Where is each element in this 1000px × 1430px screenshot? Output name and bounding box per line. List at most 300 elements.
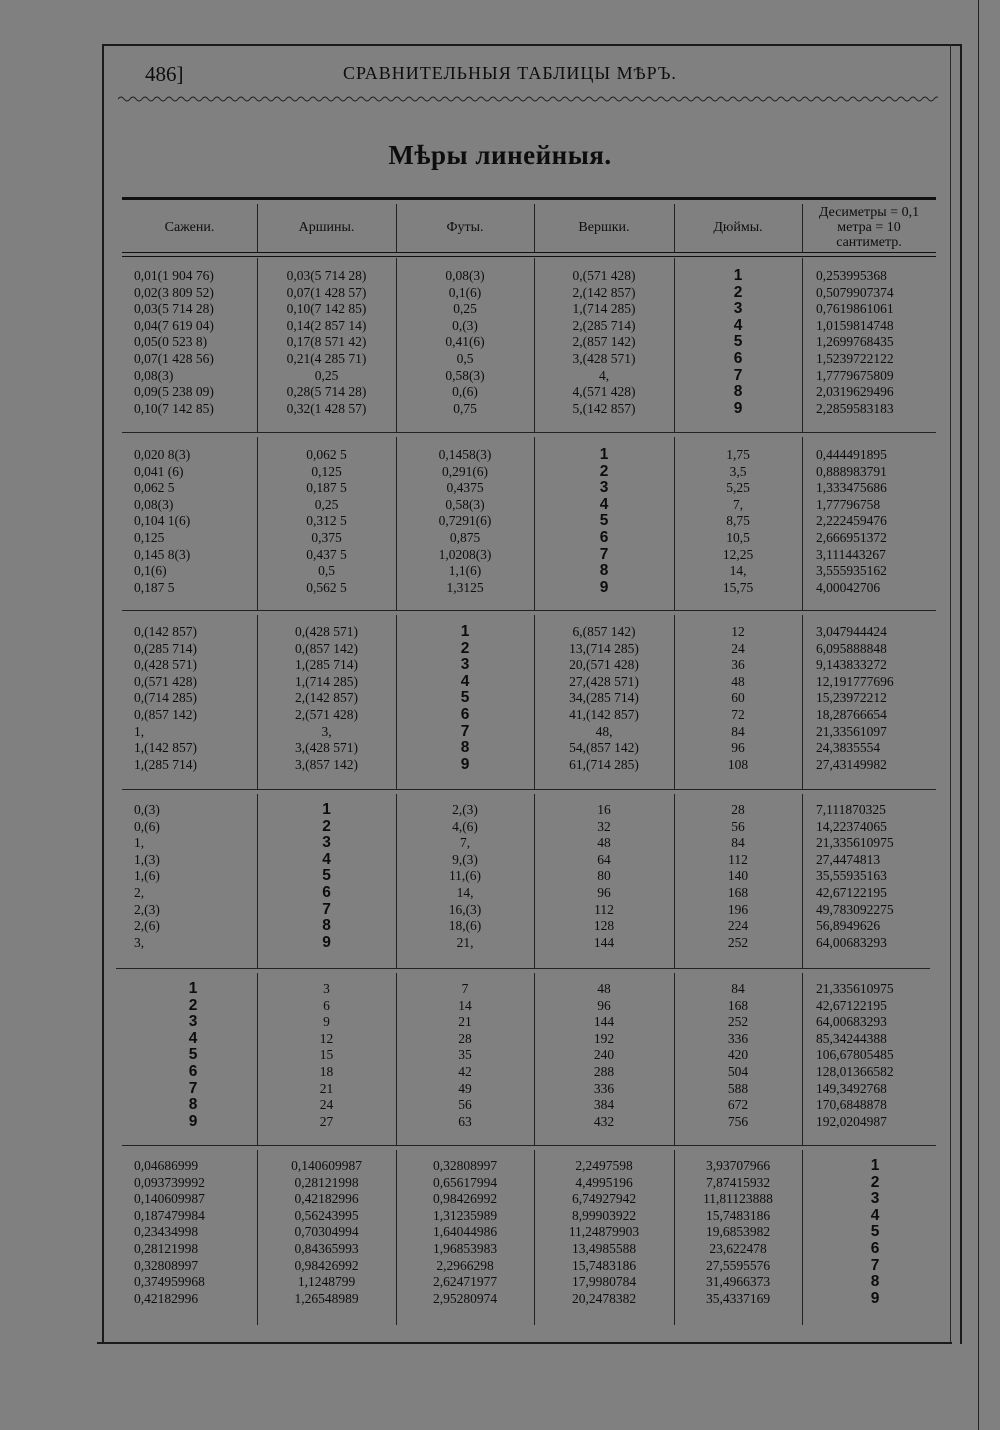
table-cell: 1,0208(3): [438, 546, 492, 562]
table-cell: 4,(6): [452, 818, 478, 834]
table-cell: 0,(142 857): [134, 624, 197, 639]
table-cell: 9,(3): [452, 851, 478, 867]
column-divider: [674, 794, 675, 968]
table-cell: 27,5595576: [705, 1257, 771, 1273]
table-cell: 3,555935162: [816, 563, 887, 579]
table-cell: 16,(3): [448, 901, 482, 917]
table-cell: 2,95280974: [432, 1290, 498, 1306]
table-cell: 6,(857 142): [572, 624, 636, 639]
table-cell: 0,020 8(3): [134, 447, 191, 462]
table-cell: 11,(6): [448, 868, 482, 884]
table-cell: 27,43149982: [816, 756, 887, 772]
table-cell: 2,(571 428): [295, 706, 358, 722]
table-cell: 0,253995368: [816, 268, 887, 283]
table-cell: 21: [319, 1080, 334, 1096]
table-cell: 0,(857 142): [295, 640, 358, 656]
table-cell: 7: [188, 1079, 198, 1097]
table-cell: 0,4375: [446, 480, 484, 496]
table-cell: 8: [733, 383, 743, 401]
block-4-column-4: [546, 802, 662, 951]
column-divider: [534, 437, 535, 610]
table-cell: 3: [599, 479, 609, 497]
table-cell: 9: [460, 755, 470, 773]
block-5-column-3: [408, 981, 522, 1130]
table-cell: 21,: [456, 934, 474, 950]
block-divider: [122, 1145, 936, 1146]
table-cell: 1,1248799: [297, 1274, 356, 1290]
table-cell: 56: [731, 818, 745, 834]
table-cell: 0,062 5: [134, 480, 175, 496]
table-cell: 0,1458(3): [438, 447, 492, 462]
table-cell: 4,4995196: [575, 1174, 633, 1190]
table-cell: 1,(285 714): [134, 756, 197, 772]
table-cell: 0,03(5 714 28): [134, 301, 214, 317]
table-cell: 0,(857 142): [134, 706, 197, 722]
table-cell: 84: [731, 835, 745, 851]
table-cell: 0,28121998: [294, 1174, 359, 1190]
table-cell: 1,96853983: [432, 1240, 498, 1256]
table-cell: 27,4474813: [816, 851, 881, 867]
table-cell: 0,56243995: [294, 1207, 359, 1223]
table-cell: 0,(571 428): [572, 268, 636, 283]
column-divider: [802, 794, 803, 968]
table-cell: 9: [870, 1289, 880, 1307]
table-cell: 4: [188, 1029, 198, 1047]
table-cell: 80: [597, 868, 611, 884]
table-cell: 72: [731, 706, 745, 722]
table-cell: 7,: [459, 835, 471, 851]
table-cell: 0,32808997: [432, 1158, 498, 1173]
table-cell: 0,062 5: [306, 447, 347, 462]
table-cell: 0,70304994: [294, 1224, 359, 1240]
table-cell: 6,095888848: [816, 640, 887, 656]
table-cell: 0,17(8 571 42): [286, 334, 367, 350]
table-cell: 13,4985588: [571, 1240, 637, 1256]
table-cell: 0,888983791: [816, 463, 887, 479]
table-cell: 8: [322, 917, 331, 935]
block-6-column-5: [686, 1158, 790, 1307]
block-6-column-4: [546, 1158, 662, 1307]
header-column-divider: [534, 204, 535, 252]
column-divider: [534, 615, 535, 789]
table-cell: 0,140609987: [291, 1158, 362, 1173]
column-divider: [802, 1150, 803, 1325]
table-cell: 64,00683293: [816, 934, 887, 950]
column-divider: [257, 615, 258, 789]
table-cell: 1,26548989: [294, 1290, 359, 1306]
table-cell: 2,2859583183: [816, 400, 894, 416]
table-cell: 0,25: [314, 496, 339, 512]
table-cell: 11,81123888: [703, 1191, 773, 1207]
table-cell: 48: [597, 981, 611, 996]
block-2-column-1: [134, 447, 252, 596]
table-cell: 96: [731, 740, 745, 756]
table-cell: 0,(714 285): [134, 690, 197, 706]
table-cell: 0,84365993: [294, 1240, 359, 1256]
table-cell: 61,(714 285): [569, 756, 639, 772]
table-cell: 4: [870, 1206, 880, 1224]
table-cell: 0,312 5: [306, 513, 347, 529]
table-cell: 0,104 1(6): [134, 513, 191, 529]
table-cell: 9: [599, 578, 609, 596]
column-divider: [257, 1150, 258, 1325]
table-cell: 0,374959968: [134, 1274, 205, 1290]
table-cell: 9: [733, 399, 743, 417]
table-cell: 2,(3): [134, 901, 160, 917]
table-cell: 0,07(1 428 57): [286, 284, 367, 300]
table-cell: 7,87415932: [705, 1174, 771, 1190]
table-cell: 3: [870, 1190, 880, 1208]
block-6-column-2: [269, 1158, 384, 1307]
table-cell: 15: [319, 1047, 334, 1063]
table-cell: 0,09(5 238 09): [134, 384, 214, 400]
table-cell: 672: [727, 1097, 749, 1113]
table-cell: 240: [593, 1047, 615, 1063]
table-cell: 0,(6): [134, 818, 160, 834]
table-cell: 0,28121998: [134, 1240, 199, 1256]
table-cell: 0,291(6): [441, 463, 489, 479]
table-cell: 9: [322, 933, 331, 951]
table-cell: 7: [460, 722, 470, 740]
block-4-column-2: [269, 802, 384, 951]
table-cell: 6: [323, 997, 330, 1013]
block-divider: [116, 968, 930, 969]
table-cell: 1,(285 714): [295, 657, 358, 673]
table-cell: 5: [322, 867, 331, 885]
table-cell: 192: [593, 1030, 615, 1046]
table-cell: 0,08(3): [445, 268, 485, 283]
table-cell: 24,3835554: [816, 740, 881, 756]
table-cell: 0,5: [456, 350, 474, 366]
table-cell: 168: [727, 997, 749, 1013]
table-cell: 144: [593, 934, 615, 950]
table-cell: 3,(428 571): [295, 740, 358, 756]
table-cell: 12: [731, 624, 745, 639]
block-3-column-5: [686, 624, 790, 773]
column-divider: [396, 973, 397, 1145]
column-divider: [396, 437, 397, 610]
table-cell: 6: [460, 705, 470, 723]
table-cell: 12,191777696: [816, 673, 894, 689]
table-cell: 2,666951372: [816, 529, 887, 545]
table-cell: 2,(6): [134, 918, 160, 934]
table-cell: 5,25: [726, 480, 750, 496]
table-cell: 0,(428 571): [134, 657, 197, 673]
table-cell: 21: [458, 1014, 472, 1030]
table-cell: 3,5: [729, 463, 747, 479]
table-cell: 1,1(6): [448, 563, 482, 579]
table-cell: 48,: [595, 723, 613, 739]
table-cell: 0,1(6): [448, 284, 482, 300]
table-cell: 60: [731, 690, 745, 706]
column-divider: [802, 973, 803, 1145]
table-cell: 1,7779675809: [816, 367, 894, 383]
table-cell: 4,00042706: [816, 579, 881, 595]
block-2-column-4: [546, 447, 662, 596]
column-divider: [674, 973, 675, 1145]
table-cell: 252: [727, 1014, 749, 1030]
column-header-1: Сажени.: [164, 219, 215, 235]
table-cell: 3,(428 571): [572, 350, 636, 366]
table-cell: 1,(714 285): [572, 301, 636, 317]
table-cell: 4: [599, 495, 609, 513]
block-2-column-6: [816, 447, 931, 596]
table-cell: 11,24879903: [568, 1224, 640, 1240]
table-cell: 14,22374065: [816, 818, 887, 834]
table-cell: 21,335610975: [816, 835, 894, 851]
table-cell: 384: [593, 1097, 615, 1113]
table-cell: 36: [731, 657, 745, 673]
column-header-4: Вершки.: [578, 219, 630, 235]
table-cell: 15,23972212: [816, 690, 887, 706]
table-cell: 0,04686999: [134, 1158, 199, 1173]
table-cell: 0,08(3): [134, 367, 174, 383]
table-cell: 96: [597, 884, 611, 900]
column-divider: [257, 437, 258, 610]
table-cell: 432: [593, 1113, 615, 1129]
block-6-column-6: [820, 1158, 930, 1307]
table-cell: 17,9980784: [571, 1274, 637, 1290]
table-cell: 420: [727, 1047, 749, 1063]
table-cell: 7: [599, 545, 609, 563]
header-bottom-rule: [122, 252, 936, 257]
table-cell: 54,(857 142): [569, 740, 639, 756]
block-5-column-2: [269, 981, 384, 1130]
table-cell: 21,335610975: [816, 981, 894, 996]
table-cell: 1,: [134, 835, 145, 851]
table-cell: 42,67122195: [816, 884, 887, 900]
block-5-column-6: [816, 981, 931, 1130]
table-cell: 96: [597, 997, 611, 1013]
column-header-text: Десиметры = 0,1 метра = 10 сантиметр.: [818, 204, 920, 250]
table-cell: 28: [731, 802, 745, 817]
table-cell: 31,4966373: [705, 1274, 771, 1290]
table-cell: 2,2497598: [575, 1158, 633, 1173]
table-cell: 756: [727, 1113, 749, 1129]
column-divider: [674, 437, 675, 610]
table-cell: 3,93707966: [705, 1158, 771, 1173]
table-cell: 192,0204987: [816, 1113, 887, 1129]
table-cell: 20,(571 428): [569, 657, 639, 673]
table-cell: 13,(714 285): [569, 640, 639, 656]
block-4-column-1: [134, 802, 252, 951]
table-cell: 0,41(6): [445, 334, 485, 350]
table-cell: 23,622478: [709, 1240, 767, 1256]
table-cell: 5: [733, 333, 743, 351]
wavy-rule: [118, 94, 938, 104]
table-cell: 1,77796758: [816, 496, 881, 512]
table-cell: 7: [733, 366, 743, 384]
table-cell: 8,75: [726, 513, 750, 529]
table-cell: 1,31235989: [432, 1207, 498, 1223]
table-cell: 4: [460, 672, 470, 690]
table-cell: 1,5239722122: [816, 350, 894, 366]
table-cell: 0,5: [318, 563, 335, 579]
table-cell: 1: [460, 623, 470, 640]
table-cell: 144: [593, 1014, 615, 1030]
table-cell: 0,145 8(3): [134, 546, 191, 562]
table-cell: 41,(142 857): [569, 706, 639, 722]
block-4-column-5: [686, 802, 790, 951]
block-3-column-4: [546, 624, 662, 773]
table-cell: 0,02(3 809 52): [134, 284, 214, 300]
table-cell: 8: [599, 562, 609, 580]
table-cell: 0,14(2 857 14): [286, 317, 367, 333]
table-cell: 0,25: [314, 367, 339, 383]
table-cell: 0,58(3): [445, 496, 485, 512]
table-cell: 0,04(7 619 04): [134, 317, 214, 333]
table-cell: 1,2699768435: [816, 334, 894, 350]
table-cell: 12: [319, 1030, 334, 1046]
column-divider: [396, 615, 397, 789]
block-4-column-6: [816, 802, 931, 951]
table-cell: 35,4337169: [705, 1290, 771, 1306]
table-cell: 64: [597, 851, 611, 867]
table-cell: 6: [733, 349, 743, 367]
table-cell: 3: [323, 981, 330, 996]
table-cell: 1: [870, 1157, 880, 1174]
header-column-divider: [674, 204, 675, 252]
column-divider: [257, 794, 258, 968]
table-cell: 0,10(7 142 85): [134, 400, 214, 416]
column-header-2: Аршины.: [298, 219, 355, 235]
block-4-column-3: [408, 802, 522, 951]
table-cell: 18,28766654: [816, 706, 887, 722]
table-cell: 35: [458, 1047, 472, 1063]
block-3-column-6: [816, 624, 931, 773]
table-cell: 2: [733, 283, 743, 301]
table-cell: 1: [322, 801, 331, 818]
table-cell: 3,: [321, 723, 332, 739]
table-cell: 0,42182996: [134, 1290, 199, 1306]
table-cell: 0,(6): [452, 384, 478, 400]
table-cell: 0,(571 428): [134, 673, 197, 689]
table-cell: 2,2966298: [436, 1257, 494, 1273]
column-divider: [396, 258, 397, 432]
table-cell: 149,3492768: [816, 1080, 887, 1096]
table-cell: 42: [458, 1063, 472, 1079]
page-bottom-rule: [97, 1342, 952, 1344]
block-divider: [122, 432, 936, 433]
block-1-column-2: [269, 268, 384, 417]
table-cell: 20,2478382: [571, 1290, 637, 1306]
table-cell: 0,7291(6): [438, 513, 492, 529]
table-cell: 6: [188, 1062, 198, 1080]
block-1-column-4: [546, 268, 662, 417]
table-cell: 0,041 (6): [134, 463, 184, 479]
table-cell: 0,093739992: [134, 1174, 205, 1190]
block-5-column-5: [686, 981, 790, 1130]
table-cell: 112: [594, 901, 614, 917]
table-cell: 34,(285 714): [569, 690, 639, 706]
table-cell: 16: [597, 802, 611, 817]
header-column-divider: [396, 204, 397, 252]
table-cell: 0,23434998: [134, 1224, 199, 1240]
table-cell: 24: [731, 640, 745, 656]
table-cell: 336: [727, 1030, 749, 1046]
table-cell: 63: [458, 1113, 472, 1129]
table-cell: 9: [188, 1112, 198, 1130]
table-cell: 168: [727, 884, 749, 900]
table-cell: 0,(285 714): [134, 640, 197, 656]
column-divider: [674, 615, 675, 789]
table-cell: 0,562 5: [306, 579, 347, 595]
table-cell: 18,(6): [448, 918, 482, 934]
table-cell: 3: [460, 656, 470, 674]
table-cell: 18: [319, 1063, 334, 1079]
table-cell: 2,(142 857): [572, 284, 636, 300]
table-cell: 14,: [456, 884, 474, 900]
table-cell: 1: [188, 980, 198, 997]
table-cell: 56,8949626: [816, 918, 881, 934]
table-cell: 2,(857 142): [572, 334, 636, 350]
block-5-column-1: [134, 981, 252, 1130]
table-cell: 28: [458, 1030, 472, 1046]
table-cell: 15,75: [722, 579, 754, 595]
table-cell: 1,333475686: [816, 480, 887, 496]
table-cell: 12,25: [722, 546, 754, 562]
column-divider: [802, 437, 803, 610]
table-cell: 6: [322, 883, 331, 901]
table-cell: 8: [188, 1096, 198, 1114]
running-title: СРАВНИТЕЛЬНЫЯ ТАБЛИЦЫ МѢРЪ.: [343, 63, 677, 83]
column-divider: [257, 973, 258, 1145]
table-cell: 5: [599, 512, 609, 530]
table-cell: 3: [322, 834, 331, 852]
table-cell: 224: [727, 918, 749, 934]
table-cell: 196: [727, 901, 749, 917]
table-cell: 3: [188, 1013, 198, 1031]
table-cell: 106,67805485: [816, 1047, 894, 1063]
table-cell: 140: [727, 868, 749, 884]
column-divider: [396, 1150, 397, 1325]
section-title: Мѣры линейныя.: [388, 140, 612, 170]
table-cell: 0,21(4 285 71): [286, 350, 367, 366]
table-cell: 49,783092275: [816, 901, 894, 917]
table-cell: 21,33561097: [816, 723, 887, 739]
block-1-column-3: [408, 268, 522, 417]
table-cell: 7,111870325: [816, 802, 886, 817]
block-5-column-4: [546, 981, 662, 1130]
table-cell: 27: [319, 1113, 334, 1129]
column-header-6: [802, 204, 936, 250]
table-cell: 85,34244388: [816, 1030, 887, 1046]
table-cell: 1,75: [726, 447, 750, 462]
block-3-column-1: [134, 624, 252, 773]
table-cell: 5: [870, 1223, 880, 1241]
table-cell: 32: [597, 818, 611, 834]
table-cell: 4,(571 428): [572, 384, 636, 400]
block-divider: [122, 789, 936, 790]
table-cell: 7: [870, 1256, 880, 1274]
table-cell: 2: [870, 1173, 880, 1191]
table-cell: 7: [322, 900, 331, 918]
table-cell: 0,444491895: [816, 447, 887, 462]
column-divider: [534, 794, 535, 968]
table-cell: 6,74927942: [571, 1191, 637, 1207]
table-cell: 1,64044986: [432, 1224, 498, 1240]
table-cell: 0,125: [134, 529, 165, 545]
table-cell: 7,: [732, 496, 744, 512]
table-cell: 84: [731, 723, 745, 739]
block-2-column-5: [686, 447, 790, 596]
block-2-column-2: [269, 447, 384, 596]
table-cell: 14: [458, 997, 472, 1013]
table-cell: 9,143833272: [816, 657, 887, 673]
table-cell: 2,(142 857): [295, 690, 358, 706]
table-cell: 0,05(0 523 8): [134, 334, 208, 350]
table-cell: 5: [188, 1046, 198, 1064]
